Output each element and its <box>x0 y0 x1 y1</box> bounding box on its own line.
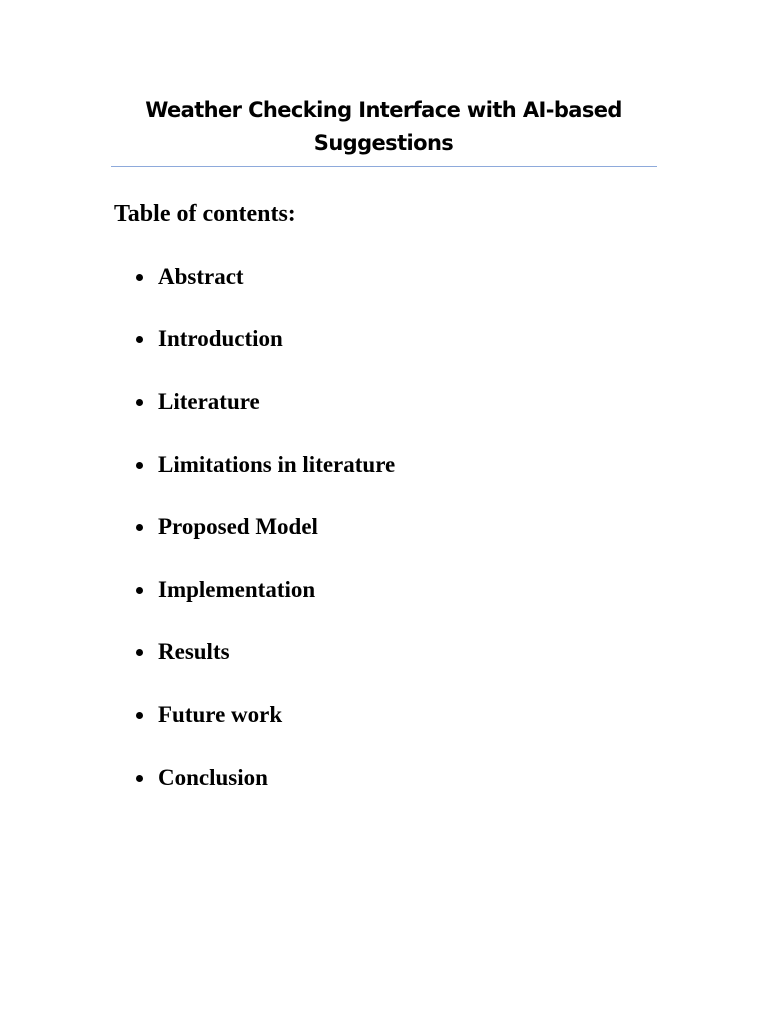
toc-item-label: Proposed Model <box>158 514 318 539</box>
toc-item-conclusion <box>136 764 268 792</box>
toc-item-label: Implementation <box>158 577 316 602</box>
bullet-icon <box>136 587 143 594</box>
bullet-icon <box>136 462 143 469</box>
toc-item-literature <box>136 388 260 416</box>
bullet-icon <box>136 399 143 406</box>
document-title: Weather Checking Interface with AI-based Suggestions <box>145 98 622 155</box>
bullet-icon <box>136 649 143 656</box>
toc-item-label: Results <box>158 639 230 664</box>
bullet-icon <box>136 775 143 782</box>
bullet-icon <box>136 336 143 343</box>
toc-item-label: Future work <box>158 702 283 727</box>
toc-item-abstract <box>136 263 244 291</box>
bullet-icon <box>136 274 143 281</box>
toc-item-label: Limitations in literature <box>158 452 396 477</box>
toc-item-label: Introduction <box>158 326 283 351</box>
toc-item-limitations <box>136 451 395 479</box>
toc-item-label: Abstract <box>158 264 244 289</box>
toc-item-implementation <box>136 576 315 604</box>
toc-item-label: Literature <box>158 389 260 414</box>
title-underline-rule <box>111 166 657 167</box>
toc-item-label: Conclusion <box>158 765 268 790</box>
toc-item-introduction <box>136 325 283 353</box>
toc-heading: Table of contents: <box>114 201 296 227</box>
bullet-icon <box>136 712 143 719</box>
toc-item-proposed-model <box>136 513 318 541</box>
bullet-icon <box>136 524 143 531</box>
toc-item-results <box>136 638 230 666</box>
toc-item-future-work <box>136 701 282 729</box>
